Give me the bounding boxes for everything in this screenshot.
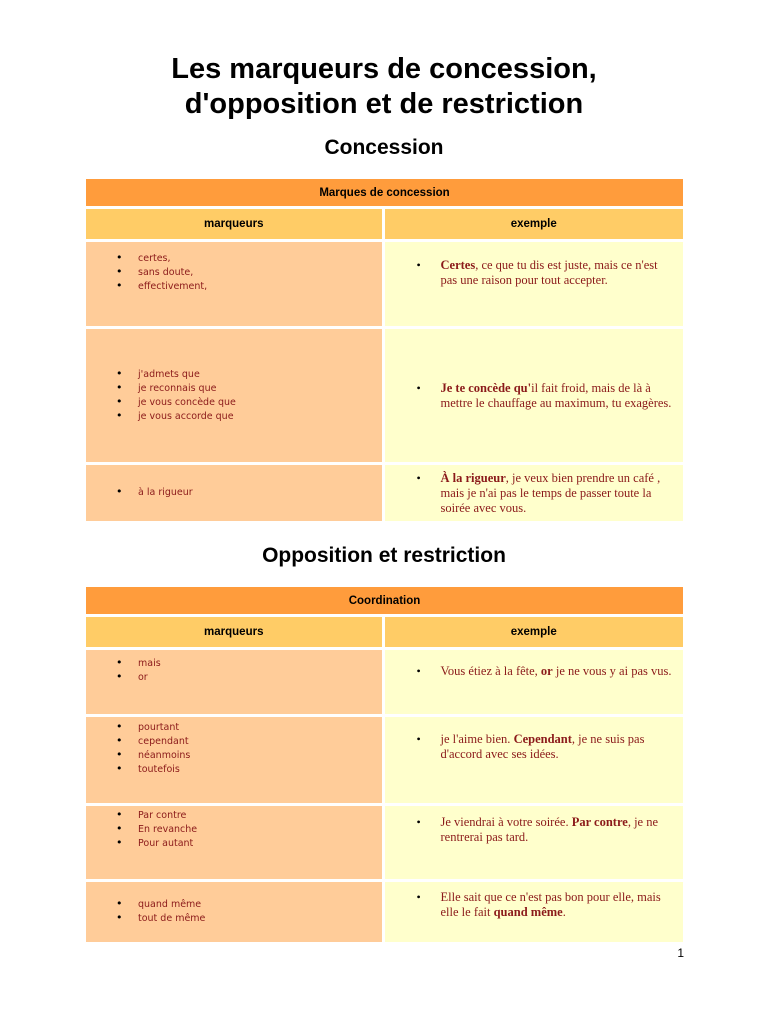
example-cell — [385, 242, 684, 329]
markers-list — [86, 721, 382, 777]
example-cell — [385, 650, 684, 717]
opposition-example-header: exemple — [385, 617, 684, 650]
concession-heading: Concession — [324, 136, 444, 159]
table-row — [86, 717, 683, 806]
marker-item: • néanmoins — [138, 749, 382, 763]
example-text: • À la rigueur, je veux bien prendre un café , mais je n'ai pas le temps de passer toute la soirée avec vous. — [441, 471, 684, 516]
marker-item: • cependant — [138, 735, 382, 749]
marker-item: • à la rigueur — [138, 486, 382, 500]
example-text: • Je viendrai à votre soirée. Par contre, je ne rentrerai pas tard. — [441, 815, 684, 845]
markers-list — [86, 368, 382, 424]
table-row — [86, 465, 683, 524]
example-text: • Vous étiez à la fête, or je ne vous y ai pas vus. — [441, 664, 684, 679]
page-title-line-2: d'opposition et de restriction — [184, 88, 584, 120]
concession-example-header: exemple — [385, 209, 684, 242]
markers-cell — [86, 242, 385, 329]
page-title — [0, 52, 768, 122]
marker-item: • je reconnais que — [138, 382, 382, 396]
markers-cell — [86, 717, 385, 806]
opposition-table — [86, 587, 683, 945]
marker-item: • Pour autant — [138, 837, 382, 851]
marker-item: • pourtant — [138, 721, 382, 735]
example-cell — [385, 717, 684, 806]
markers-cell — [86, 882, 385, 945]
marker-item: • tout de même — [138, 912, 382, 926]
concession-table — [86, 179, 683, 524]
marker-item: • sans doute, — [138, 266, 382, 280]
marker-item: • quand même — [138, 898, 382, 912]
table-row — [86, 329, 683, 465]
marker-item: • je vous accorde que — [138, 410, 382, 424]
marker-item: • certes, — [138, 252, 382, 266]
opposition-table-caption: Coordination — [86, 587, 683, 617]
example-cell — [385, 882, 684, 945]
example-keyword: or — [540, 664, 553, 678]
markers-list — [86, 809, 382, 851]
page-number: 1 — [677, 946, 684, 960]
example-text: • je l'aime bien. Cependant, je ne suis pas d'accord avec ses idées. — [441, 732, 684, 762]
marker-item: • je vous concède que — [138, 396, 382, 410]
example-cell — [385, 465, 684, 524]
example-keyword: À la rigueur — [440, 471, 506, 485]
example-cell — [385, 806, 684, 882]
marker-item: • toutefois — [138, 763, 382, 777]
markers-list — [86, 252, 382, 294]
example-keyword: Certes — [440, 258, 476, 272]
marker-item: • En revanche — [138, 823, 382, 837]
example-keyword: quand même — [493, 905, 563, 919]
marker-item: • Par contre — [138, 809, 382, 823]
opposition-heading: Opposition et restriction — [262, 544, 506, 567]
concession-table-caption: Marques de concession — [86, 179, 683, 209]
markers-cell — [86, 465, 385, 524]
table-row — [86, 650, 683, 717]
markers-list — [86, 657, 382, 685]
marker-item: • or — [138, 671, 382, 685]
example-text: • Je te concède qu'il fait froid, mais de là à mettre le chauffage au maximum, tu exagères. — [441, 381, 684, 411]
markers-cell — [86, 806, 385, 882]
example-keyword: Cependant — [513, 732, 572, 746]
example-cell — [385, 329, 684, 465]
example-text: • Elle sait que ce n'est pas bon pour elle, mais elle le fait quand même. — [441, 890, 684, 920]
markers-list — [86, 898, 382, 926]
marker-item: • effectivement, — [138, 280, 382, 294]
markers-list — [86, 486, 382, 500]
page-title-line-1: Les marqueurs de concession, — [171, 53, 597, 85]
markers-cell — [86, 329, 385, 465]
table-row — [86, 242, 683, 329]
example-keyword: Je te concède qu' — [440, 380, 532, 395]
opposition-markers-header: marqueurs — [86, 617, 385, 650]
example-text: • Certes, ce que tu dis est juste, mais ce n'est pas une raison pour tout accepter. — [441, 258, 684, 288]
markers-cell — [86, 650, 385, 717]
marker-item: • mais — [138, 657, 382, 671]
table-row — [86, 806, 683, 882]
example-keyword: Par contre — [571, 815, 628, 829]
concession-markers-header: marqueurs — [86, 209, 385, 242]
table-row — [86, 882, 683, 945]
marker-item: • j'admets que — [138, 368, 382, 382]
